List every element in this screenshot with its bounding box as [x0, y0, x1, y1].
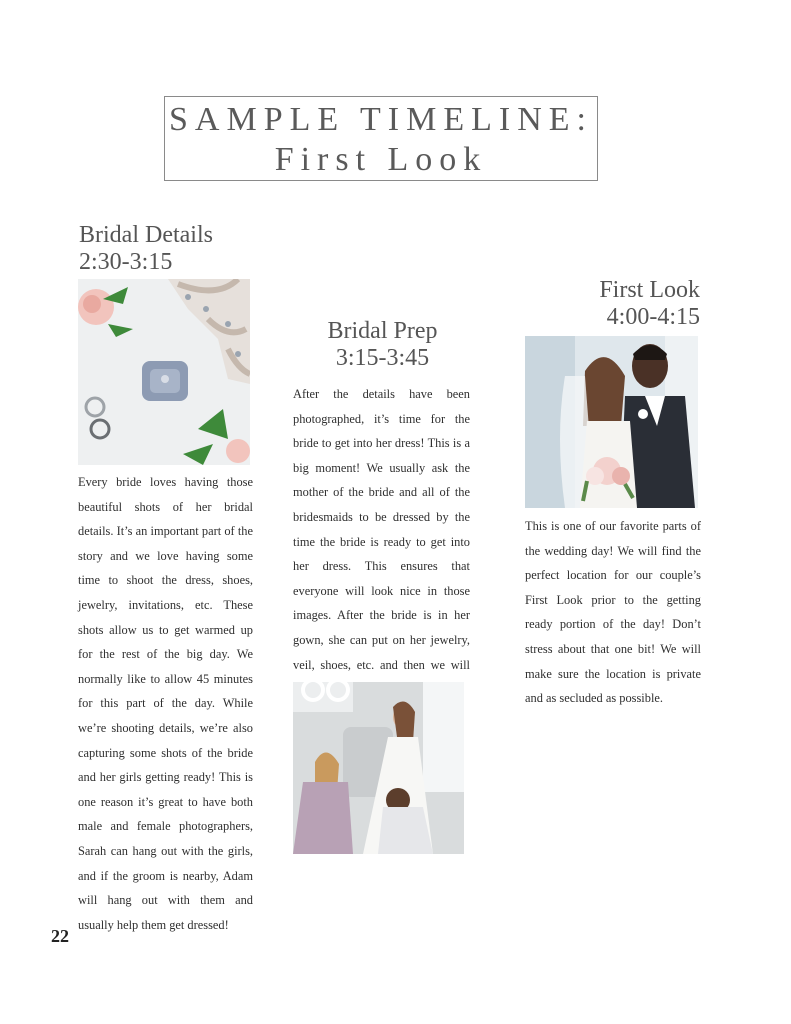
bridal-prep-time: 3:15-3:45 — [335, 345, 430, 371]
bridal-prep-photo — [293, 682, 464, 854]
first-look-title: First Look — [599, 277, 700, 303]
first-look-time: 4:00-4:15 — [606, 304, 700, 330]
bridal-prep-title: Bridal Prep — [327, 318, 438, 344]
bridal-details-time: 2:30-3:15 — [79, 249, 173, 275]
bridal-details-photo — [78, 279, 250, 465]
page-title: SAMPLE TIMELINE: — [169, 101, 593, 138]
bridal-details-title: Bridal Details — [79, 222, 213, 248]
first-look-text: This is one of our favorite parts of the wedding day! We will find the perfect location for our couple’s First Look prior to the getting ready portion of the day! Don’t stress about that one bit! We will make sure the location is private and as secluded as possible. — [525, 519, 701, 706]
bridal-details-heading — [79, 222, 213, 276]
title-box — [164, 96, 598, 181]
bridal-details-photo-art — [78, 279, 250, 465]
first-look-photo — [525, 336, 698, 508]
first-look-heading — [560, 277, 700, 331]
bridal-prep-photo-art — [293, 682, 464, 854]
bridal-prep-heading — [294, 318, 471, 372]
bridal-prep-text: After the details have been photographed, it’s time for the bride to get into her dress! This is a big moment! We usually ask the mother of the bride and all of the bridesmaids to be dressed by the time the bride is ready to get into her dress. This ensures that everyone will look nice in those images. After the bride is in her gown, she can put on her jewelry, veil, shoes, etc. and then we will — [293, 387, 470, 672]
bridal-details-text: Every bride loves having those beautiful shots of her bridal details. It’s an important part of the story and we love having some time to shoot the dress, shoes, jewelry, invitations, etc. These shots allow us to get warmed up for the rest of the big day. We normally like to allow 45 minutes for this part of the day. While we’re shooting details, we’re also capturing some shots of the bride and her girls getting ready! This is one reason it’s great to have both male and female photographers, Sarah can hang out with the girls, and if the groom is nearby, Adam will hang out with them and usually help them get dressed! — [78, 475, 253, 932]
page-subtitle: First Look — [274, 141, 488, 178]
first-look-photo-art — [525, 336, 698, 508]
page-number: 22 — [51, 926, 69, 946]
